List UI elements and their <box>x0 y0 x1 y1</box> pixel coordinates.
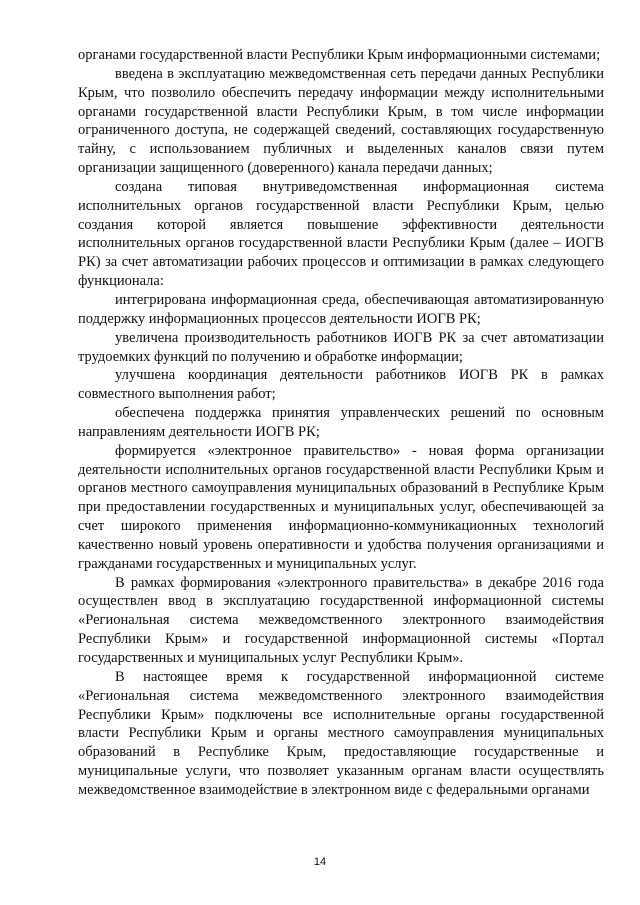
paragraph-productivity: увеличена производительность работников ИОГВ РК за счет автоматизации трудоемких функций по получению и обработке информации; <box>78 329 604 365</box>
paragraph-info-system: создана типовая внутриведомственная информационная система исполнительных органов государственной власти Республики Крым, целью создания которой является повышение эффективности деятельности исполнительных органов государственной власти Республики Крым (далее – ИОГВ РК) за счет автоматизации рабочих процессов и оптимизации в рамках следующего функционала: <box>78 178 604 290</box>
paragraph-coordination: улучшена координация деятельности работников ИОГВ РК в рамках совместного выполнения работ; <box>78 367 604 403</box>
paragraph-currently-connected: В настоящее время к государственной информационной системе «Региональная система межведомственного электронного взаимодействия Республики Крым» подключены все исполнительные органы государственной власти Республики Крым и органы местного самоуправления муниципальных образований в Республике Крым, предоставляющие государственные и муниципальные услуги, что позволяет указанным органам власти осуществлять межведомственное взаимодействие в электронном виде с федеральными органами <box>78 668 604 798</box>
paragraph-december-2016: В рамках формирования «электронного правительства» в декабре 2016 года осуществлен ввод в эксплуатацию государственной информационной системы «Региональная система межведомственного электронного взаимодействия Республики Крым» и государственной информационной системы «Портал государственных и муниципальных услуг Республики Крым». <box>78 574 604 666</box>
paragraph-decision-support: обеспечена поддержка принятия управленческих решений по основным направлениям деятельности ИОГВ РК; <box>78 405 604 440</box>
paragraph-continuation: органами государственной власти Республики Крым информационными системами; <box>78 47 601 63</box>
paragraph-integrated-environment: интегрирована информационная среда, обеспечивающая автоматизированную поддержку информационных процессов деятельности ИОГВ РК; <box>78 291 604 327</box>
paragraph-e-government: формируется «электронное правительство» - новая форма организации деятельности исполнительных органов государственной власти Республики Крым и органов местного самоуправления муниципальных образований в Республике Крым при предоставлении государственных и муниципальных услуг, обеспечивающей за счет широкого применения информационно-коммуникационных технологий качественно новый уровень оперативности и удобства получения организациями и гражданами государственных и муниципальных услуг. <box>78 442 604 572</box>
page-number: 14 <box>313 856 327 868</box>
paragraph-network: введена в эксплуатацию межведомственная сеть передачи данных Республики Крым, что позволило обеспечить передачу информации между исполнительными органами государственной власти Республики Крым, в том числе информации ограниченного доступа, не содержащей сведений, составляющих государственную тайну, с использованием публичных и выделенных каналов связи путем организации защищенного (доверенного) канала передачи данных; <box>78 65 604 177</box>
body-text <box>78 46 604 800</box>
